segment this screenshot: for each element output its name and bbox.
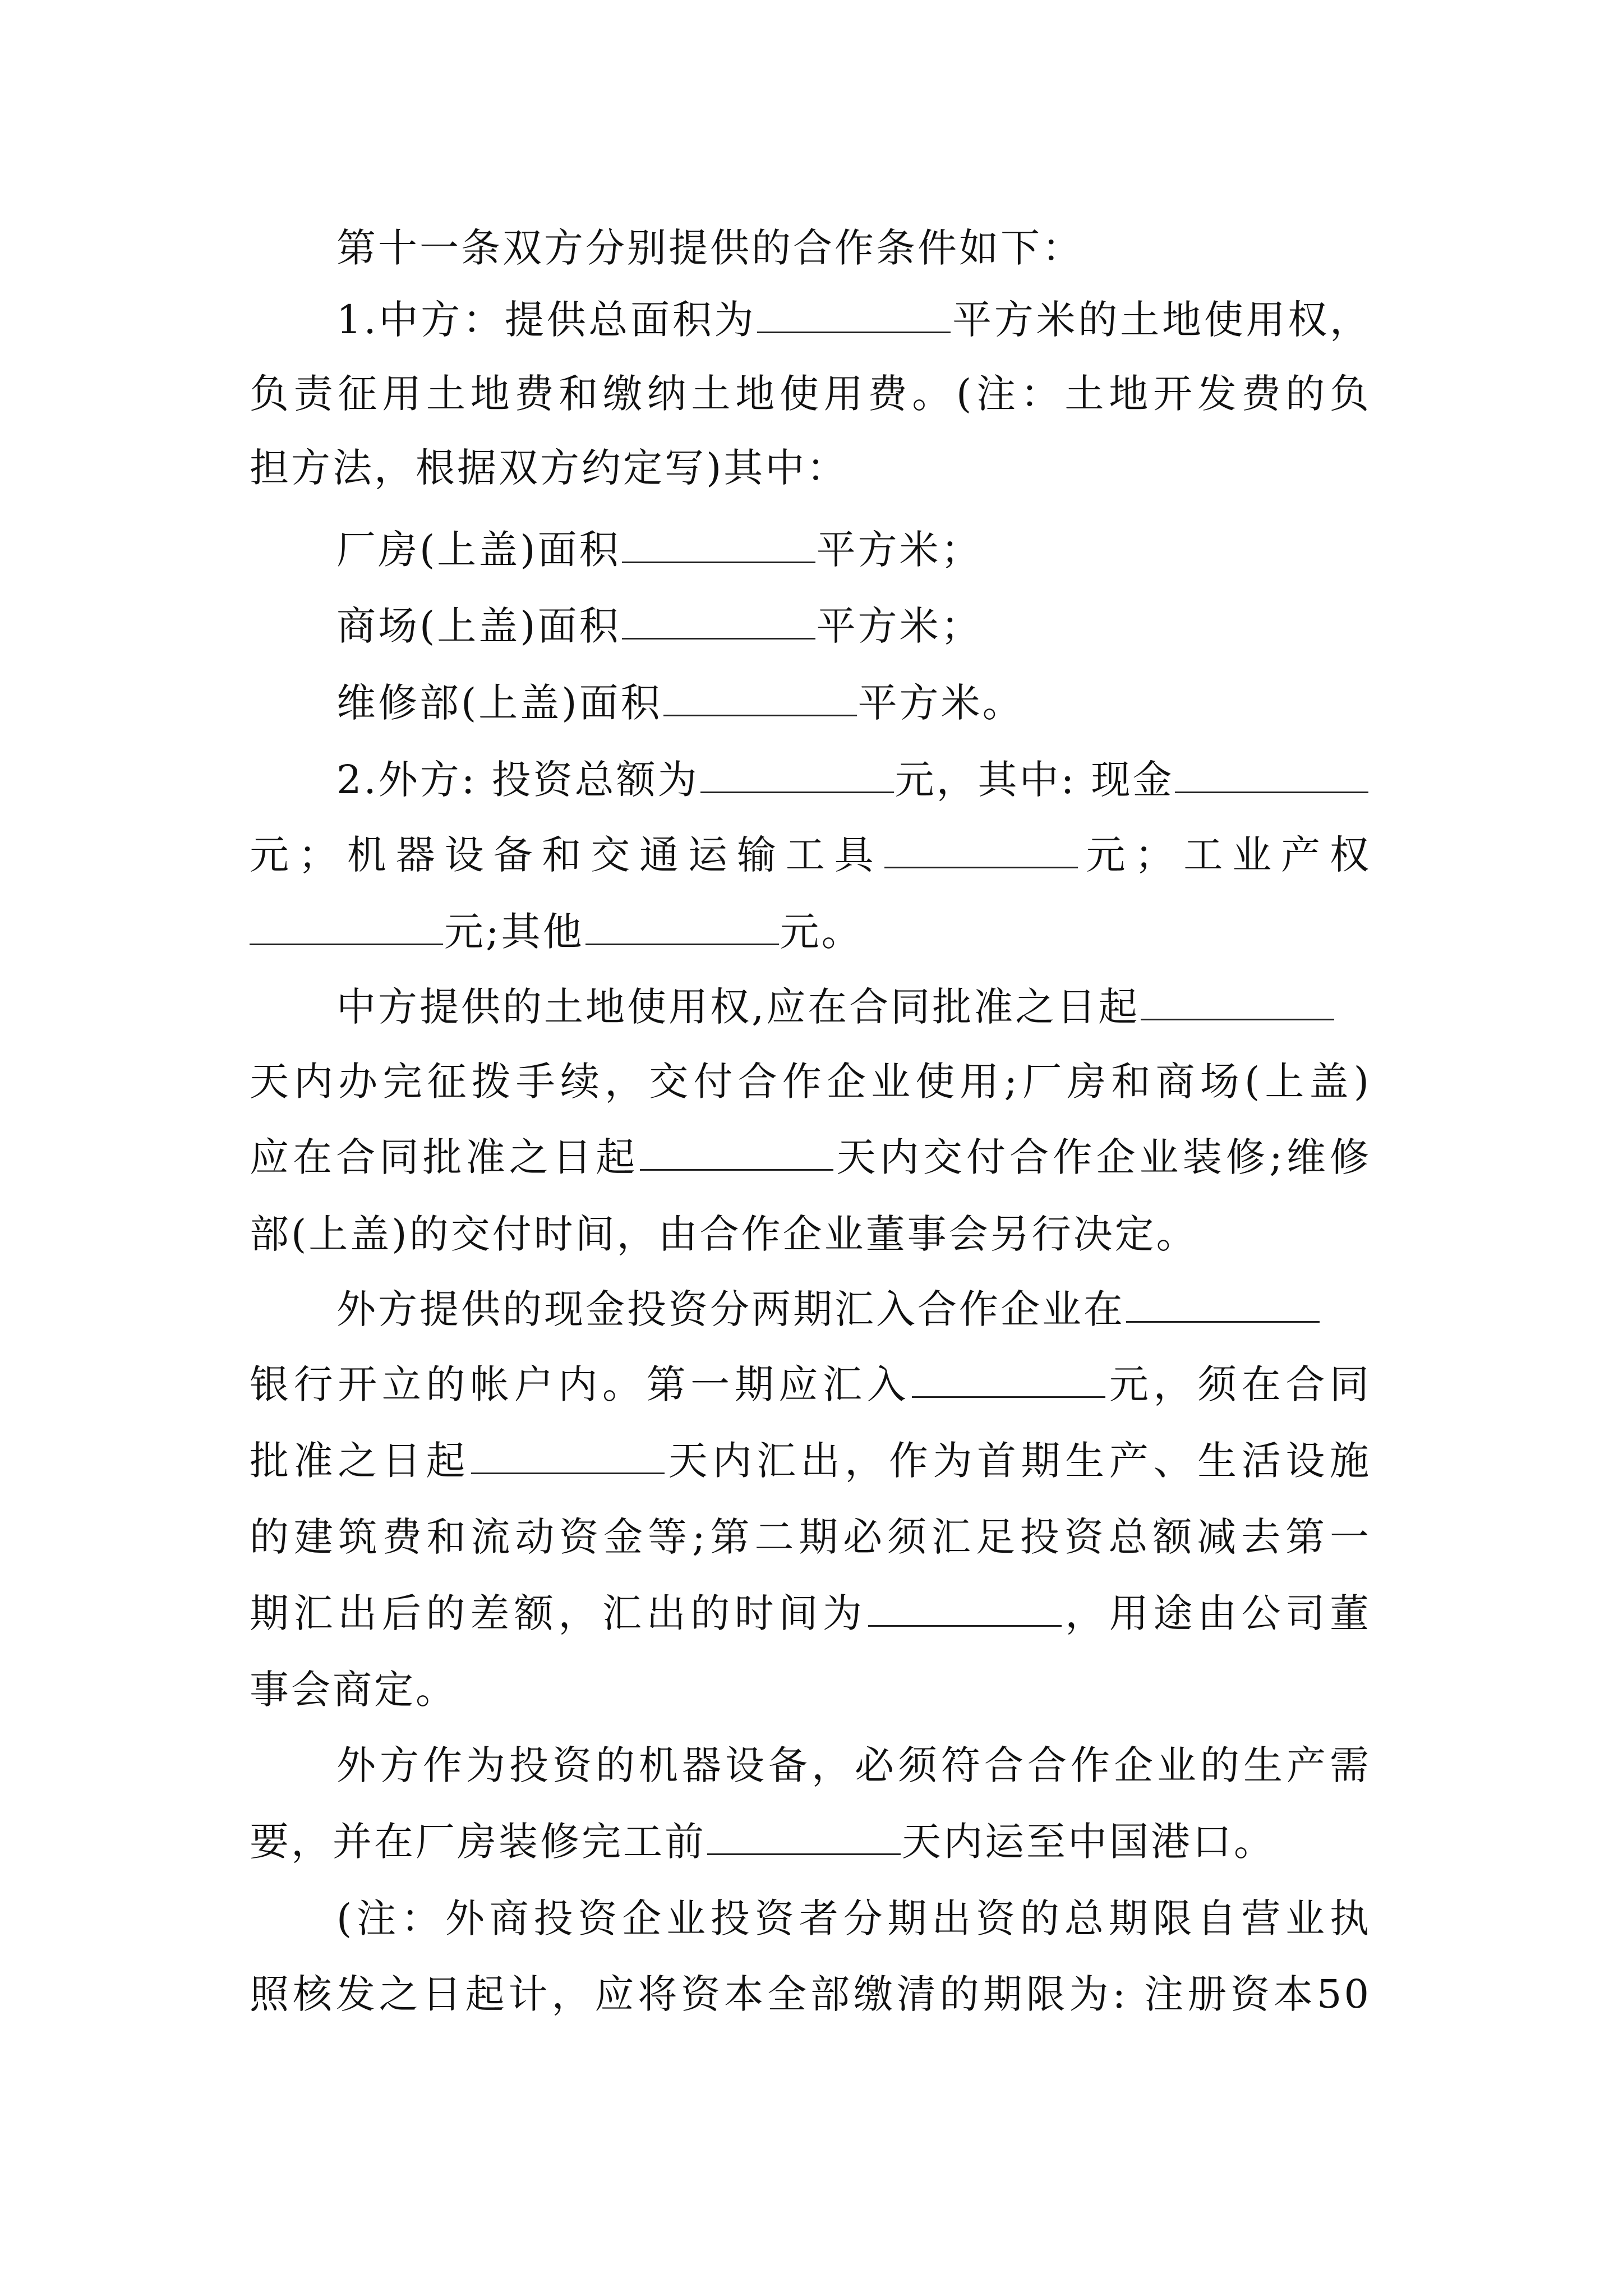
blank-field	[868, 1590, 1062, 1627]
text: 商场(上盖)面积	[336, 603, 621, 649]
text: 外方作为投资的机器设备，必须符合合作企业的生产需	[336, 1742, 1371, 1788]
p2-line2	[250, 827, 1371, 883]
p4-line6	[250, 1662, 1371, 1718]
text: 部(上盖)的交付时间，由合作企业董事会另行决定。	[250, 1211, 1198, 1257]
blank-field	[585, 909, 779, 945]
area-repair	[336, 675, 1371, 731]
p3-line2	[250, 1053, 1371, 1110]
text: 元，其中: 现金	[895, 757, 1174, 803]
p2-line3	[250, 904, 1371, 960]
blank-field	[1126, 1286, 1320, 1323]
p5-line2	[250, 1814, 1371, 1870]
text: 天内运至中国港口。	[902, 1819, 1275, 1865]
p3-line4	[250, 1206, 1371, 1262]
blank-field	[622, 527, 815, 563]
blank-field	[663, 680, 857, 716]
text: 批准之日起	[250, 1438, 471, 1484]
p3-line1	[336, 979, 1371, 1035]
text: 期汇出后的差额，汇出的时间为	[250, 1590, 867, 1636]
blank-field	[1141, 984, 1334, 1020]
text: 应在合同批准之日起	[250, 1134, 639, 1180]
text: 的建筑费和流动资金等;第二期必须汇足投资总额减去第一	[250, 1514, 1371, 1560]
p4-line1	[336, 1281, 1371, 1337]
text: 照核发之日起计，应将资本全部缴清的期限为: 注册资本50	[250, 1971, 1371, 2017]
text: 维修部(上盖)面积	[336, 680, 662, 726]
p6-line1	[336, 1890, 1371, 1947]
p5-line1	[336, 1737, 1371, 1793]
blank-field	[640, 1134, 833, 1171]
text: 2.外方: 投资总额为	[336, 757, 699, 803]
text: 平方米。	[857, 680, 1024, 726]
text: 厂房(上盖)面积	[336, 527, 621, 573]
blank-field	[912, 1361, 1105, 1398]
text: 1.中方：提供总面积为	[336, 297, 757, 343]
blank-field	[707, 1819, 901, 1855]
text: 要，并在厂房装修完工前	[250, 1819, 706, 1865]
blank-field	[884, 832, 1078, 868]
text: 平方米的土地使用权，	[952, 297, 1371, 343]
text: 平方米；	[816, 603, 983, 649]
text: 事会商定。	[250, 1667, 457, 1713]
p1-line2	[250, 366, 1371, 422]
p6-line2	[250, 1966, 1371, 2022]
p1-line3	[250, 440, 1371, 496]
text: 平方米；	[816, 527, 983, 573]
text: 元，须在合同	[1106, 1361, 1372, 1407]
p3-line3	[250, 1129, 1371, 1185]
p1-line1	[336, 292, 1371, 348]
p4-line5	[250, 1585, 1371, 1641]
text: 银行开立的帐户内。第一期应汇入	[250, 1361, 911, 1407]
blank-field	[700, 757, 894, 793]
text: (注：外商投资企业投资者分期出资的总期限自营业执	[336, 1895, 1371, 1941]
blank-field	[622, 603, 815, 639]
blank-field	[1175, 757, 1368, 793]
area-mall	[336, 598, 1371, 654]
p2-line1	[336, 752, 1371, 808]
text: 元；机器设备和交通运输工具	[250, 832, 883, 878]
text: 元；工业产权	[1078, 832, 1372, 878]
p4-line3	[250, 1433, 1371, 1489]
text: 天内交付合作企业装修;维修	[834, 1134, 1372, 1180]
p4-line2	[250, 1356, 1371, 1412]
blank-field	[250, 909, 443, 945]
text: 天内汇出，作为首期生产、生活设施	[666, 1438, 1372, 1484]
blank-field	[757, 297, 951, 333]
text: 外方提供的现金投资分两期汇入合作企业在	[336, 1286, 1125, 1332]
text: ，用途由公司董	[1062, 1590, 1372, 1636]
text: 元。	[780, 909, 863, 955]
clause-title	[336, 220, 1371, 276]
text: 负责征用土地费和缴纳土地使用费。(注：土地开发费的负	[250, 371, 1371, 417]
text: 担方法，根据双方约定写)其中：	[250, 445, 849, 491]
text: 中方提供的土地使用权,应在合同批准之日起	[336, 984, 1140, 1030]
area-factory	[336, 522, 1371, 578]
text: 元;其他	[444, 909, 584, 955]
blank-field	[471, 1438, 665, 1474]
p4-line4	[250, 1509, 1371, 1565]
clause-title-text: 第十一条双方分别提供的合作条件如下：	[336, 225, 1083, 271]
text: 天内办完征拨手续，交付合作企业使用;厂房和商场(上盖)	[250, 1059, 1371, 1105]
